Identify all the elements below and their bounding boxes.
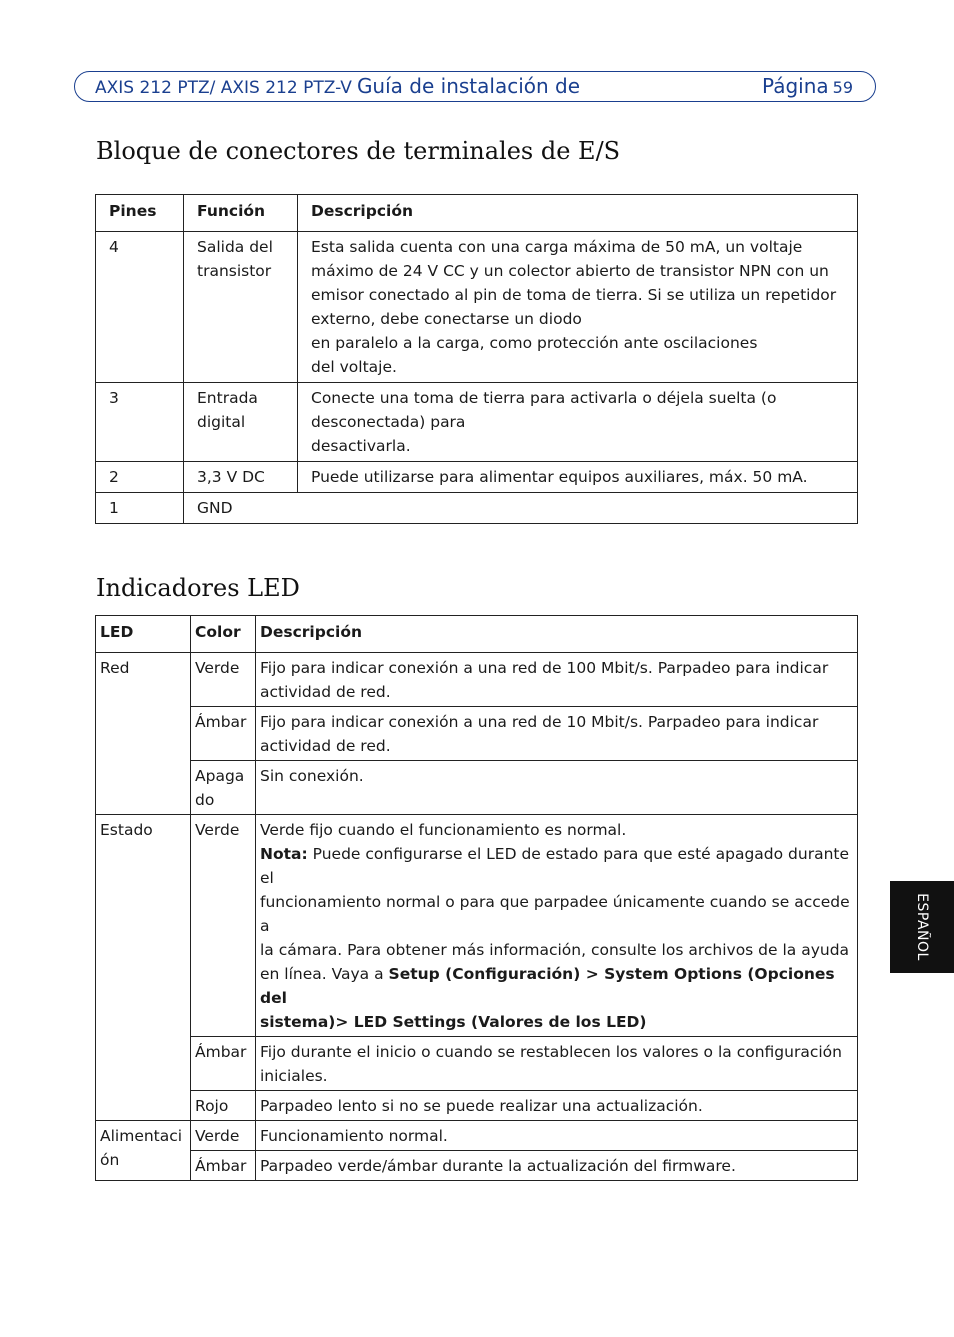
header-guide: Guía de instalación de: [356, 74, 581, 98]
description-line: Fijo para indicar conexión a una red de 100 Mbit/s. Parpadeo para indicar: [260, 659, 829, 677]
language-side-tab: [890, 881, 954, 973]
table-row: [96, 232, 858, 383]
description-cell: Sin conexión.: [256, 761, 858, 815]
function-cell: [184, 232, 298, 383]
description-line: la cámara. Para obtener más información, consulte los archivos de la ayuda: [260, 941, 850, 959]
description-line: desactivarla.: [311, 437, 411, 455]
pin-cell: 2: [96, 462, 184, 493]
menu-path: Setup (Configuración) > System Options (Opciones del: [260, 965, 835, 1007]
column-header-led: LED: [96, 616, 191, 653]
table-row: [96, 1151, 858, 1181]
color-cell: Ámbar: [191, 1037, 256, 1091]
menu-path-line: [260, 1010, 853, 1034]
led-indicator-table: [95, 615, 858, 1181]
description-cell: [298, 383, 858, 462]
table-row: [96, 1037, 858, 1091]
note-text: en línea. Vaya a: [260, 965, 389, 983]
function-line: transistor: [197, 262, 272, 280]
description-cell: Funcionamiento normal.: [256, 1121, 858, 1151]
pin-cell: 1: [96, 493, 184, 524]
description-line: Esta salida cuenta con una carga máxima de 50 mA, un voltaje: [311, 238, 803, 256]
led-name-cell: Estado: [96, 815, 191, 1121]
pin-cell: 3: [96, 383, 184, 462]
table-row: [96, 1091, 858, 1121]
table-header-row: [96, 616, 858, 653]
description-cell: [298, 232, 858, 383]
table-row: [96, 493, 858, 524]
description-cell: [256, 1037, 858, 1091]
description-cell: [256, 815, 858, 1037]
led-name-line: ón: [100, 1151, 120, 1169]
column-header-function: Función: [184, 195, 298, 232]
color-line: Apaga: [195, 767, 245, 785]
color-cell: Verde: [191, 815, 256, 1037]
description-cell: [256, 707, 858, 761]
description-line: externo, debe conectarse un diodo: [311, 310, 582, 328]
column-header-color: Color: [191, 616, 256, 653]
table-row: [96, 653, 858, 707]
color-cell: Rojo: [191, 1091, 256, 1121]
color-line: do: [195, 791, 215, 809]
io-connector-table: [95, 194, 858, 524]
description-cell: Parpadeo verde/ámbar durante la actualización del firmware.: [256, 1151, 858, 1181]
description-line: desconectada) para: [311, 413, 466, 431]
menu-path-line: [260, 962, 853, 1010]
table-row: [96, 462, 858, 493]
color-cell: Verde: [191, 1121, 256, 1151]
page-label: Página: [762, 74, 829, 98]
header-page: [762, 74, 853, 98]
description-line: del voltaje.: [311, 358, 397, 376]
table-row: [96, 1121, 858, 1151]
description-line: Fijo durante el inicio o cuando se restablecen los valores o la configuración: [260, 1043, 842, 1061]
table-row: [96, 761, 858, 815]
function-line: digital: [197, 413, 246, 431]
function-line: Salida del: [197, 238, 273, 256]
io-section-title: Bloque de conectores de terminales de E/S: [96, 137, 621, 165]
color-cell: Ámbar: [191, 1151, 256, 1181]
function-cell: GND: [184, 493, 858, 524]
pin-cell: 4: [96, 232, 184, 383]
description-cell: [256, 653, 858, 707]
table-row: [96, 815, 858, 1037]
led-name-cell: Red: [96, 653, 191, 815]
description-cell: Puede utilizarse para alimentar equipos auxiliares, máx. 50 mA.: [298, 462, 858, 493]
table-row: [96, 707, 858, 761]
header-title: [95, 74, 580, 98]
color-cell: Verde: [191, 653, 256, 707]
note-line: [260, 842, 853, 890]
page-header: [74, 71, 876, 102]
color-cell: [191, 761, 256, 815]
description-line: iniciales.: [260, 1067, 328, 1085]
led-section-title: Indicadores LED: [96, 574, 300, 602]
led-name-cell: [96, 1121, 191, 1181]
description-line: funcionamiento normal o para que parpadee únicamente cuando se accede a: [260, 893, 850, 935]
table-row: [96, 383, 858, 462]
description-line: en paralelo a la carga, como protección ante oscilaciones: [311, 334, 758, 352]
description-line: actividad de red.: [260, 683, 391, 701]
language-label: ESPAÑOL: [914, 893, 930, 961]
description-line: Conecte una toma de tierra para activarla o déjela suelta (o: [311, 389, 777, 407]
note-text: Puede configurarse el LED de estado para que esté apagado durante el: [260, 845, 850, 887]
led-name-line: Alimentaci: [100, 1127, 183, 1145]
column-header-description: Descripción: [298, 195, 858, 232]
description-line: actividad de red.: [260, 737, 391, 755]
column-header-description: Descripción: [256, 616, 858, 653]
page-number: 59: [832, 78, 853, 97]
description-line: máximo de 24 V CC y un colector abierto de transistor NPN con un: [311, 262, 829, 280]
description-cell: Parpadeo lento si no se puede realizar una actualización.: [256, 1091, 858, 1121]
header-model: AXIS 212 PTZ/ AXIS 212 PTZ-V: [95, 78, 352, 98]
menu-path: sistema)> LED Settings (Valores de los LED): [260, 1013, 647, 1031]
function-cell: [184, 383, 298, 462]
function-line: Entrada: [197, 389, 258, 407]
table-header-row: [96, 195, 858, 232]
color-cell: Ámbar: [191, 707, 256, 761]
description-line: Fijo para indicar conexión a una red de 10 Mbit/s. Parpadeo para indicar: [260, 713, 819, 731]
column-header-pins: Pines: [96, 195, 184, 232]
function-cell: 3,3 V DC: [184, 462, 298, 493]
note-label: Nota:: [260, 845, 308, 863]
description-line: Verde fijo cuando el funcionamiento es normal.: [260, 821, 627, 839]
description-line: emisor conectado al pin de toma de tierra. Si se utiliza un repetidor: [311, 286, 837, 304]
